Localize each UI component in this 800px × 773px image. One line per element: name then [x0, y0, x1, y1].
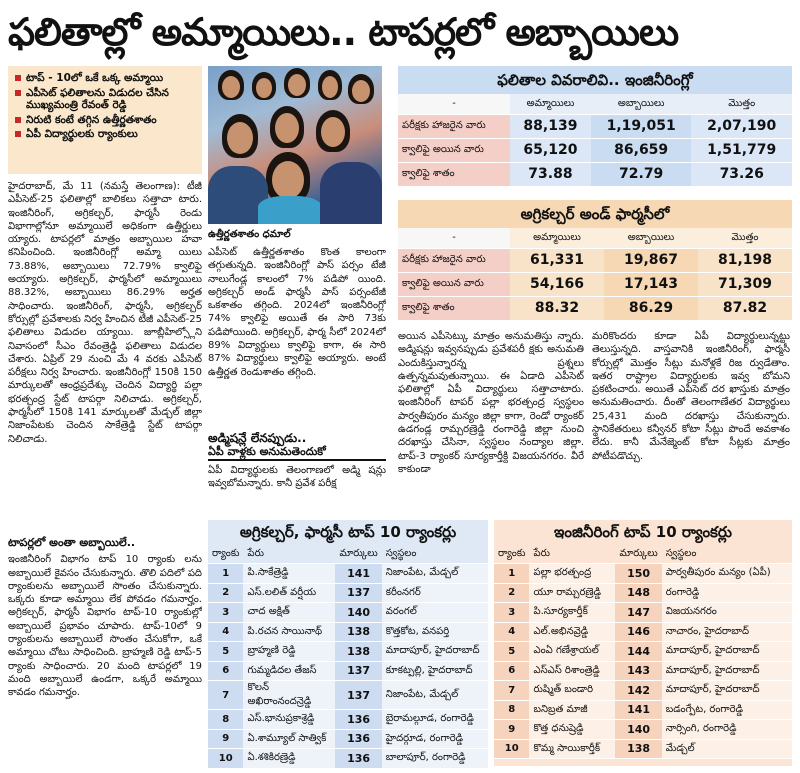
highlights-box	[8, 66, 202, 174]
table-title: అగ్రికల్చర్ అండ్ ఫార్మసీలో	[398, 200, 792, 228]
table-header-cell: పేరు	[529, 544, 615, 564]
topper-name: బనిబ్రత మాజీ	[529, 700, 615, 720]
students-celebration-photo	[208, 66, 382, 224]
table-cell: 81,198	[698, 248, 792, 272]
rank-number: 2	[208, 583, 243, 603]
topper-hometown: నాచారం, హైదరాబాద్	[662, 622, 792, 642]
highlight-text: ఏపీ విద్యార్థులకు ర్యాంకులు	[26, 128, 138, 140]
table-cell: 72.79	[591, 162, 692, 186]
topper-marks: 140	[615, 720, 661, 740]
table-header-cell: అబ్బాయిలు	[604, 228, 698, 248]
highlight-text: టాప్ - 10లో ఒకే ఒక్క అమ్మాయి	[26, 72, 164, 84]
table-header-row	[398, 228, 792, 248]
topper-hometown: మాదాపూర్, హైదరాబాద్	[662, 642, 792, 662]
topper-marks: 136	[335, 710, 381, 730]
topper-name: కొలన్ అఖిరాంనందన్రెడ్డి	[243, 681, 335, 710]
table-row	[494, 622, 792, 642]
table-header-cell: మొత్తం	[698, 228, 792, 248]
table-header-cell: ర్యాంకు	[208, 544, 243, 564]
row-label: క్వాలిఫై శాతం	[398, 162, 510, 186]
topper-name: పి.సాకేత్రెడ్డి	[243, 564, 335, 584]
rank-number: 9	[208, 729, 243, 749]
topper-name: రుష్మిత్ బండారి	[529, 681, 615, 701]
topper-hometown: వరంగల్	[382, 603, 488, 623]
photo-caption: ఉత్తీర్ణతశాతం ధమాల్	[208, 229, 291, 240]
topper-hometown: బడంగ్పేట, రంగారెడ్డి	[662, 700, 792, 720]
topper-hometown: మేడ్చల్	[662, 739, 792, 759]
article-paragraph: ఏపీ విద్యార్థులకు తెలంగాణలో అడ్మి షన్లు ఇవ్వబోమన్నారు. కానీ ప్రవేశ పరీక్ష	[208, 464, 386, 489]
table-title: అగ్రికల్చర్, ఫార్మసీ టాప్ 10 ర్యాంకర్లు	[239, 523, 457, 541]
column-2b-text	[208, 432, 386, 514]
table-header-cell: ర్యాంకు	[494, 544, 529, 564]
table-row	[208, 603, 488, 623]
topper-marks: 150	[615, 564, 661, 584]
topper-name: ఎస్.భానుప్రకాశ్రెడ్డి	[243, 710, 335, 730]
topper-marks: 141	[615, 700, 661, 720]
table-row	[208, 583, 488, 603]
table-cell: 71,309	[698, 272, 792, 296]
agriculture-toppers-table	[208, 520, 488, 766]
topper-hometown: హైదర్గూడ, రంగారెడ్డి	[382, 729, 488, 749]
topper-name: పి.రచన సాయినాథ్	[243, 622, 335, 642]
topper-name: కొమ్మ సాయికార్తీక్	[529, 739, 615, 759]
table-row	[398, 296, 792, 320]
rank-number: 7	[208, 681, 243, 710]
topper-name: ఏ.శశికిరణ్రెడ్డి	[243, 749, 335, 769]
topper-marks: 144	[615, 642, 661, 662]
topper-marks: 138	[335, 642, 381, 662]
rank-number: 3	[494, 603, 529, 623]
table-header-cell: -	[398, 228, 510, 248]
rank-number: 1	[494, 564, 529, 584]
topper-marks: 148	[615, 583, 661, 603]
table-header-cell: పేరు	[243, 544, 335, 564]
topper-name: ఎస్ఎస్ రిశాంత్రెడ్డి	[529, 661, 615, 681]
table-cell: 88,139	[510, 114, 591, 138]
topper-marks: 142	[615, 681, 661, 701]
table-row	[208, 749, 488, 769]
topper-marks: 137	[335, 583, 381, 603]
table-row	[494, 681, 792, 701]
topper-marks: 147	[615, 603, 661, 623]
topper-hometown: విజయనగరం	[662, 603, 792, 623]
sub-heading: అడ్మిషన్లే లేనప్పుడు..	[208, 432, 307, 445]
topper-name: గుమ్మడిదల తేజస్	[243, 661, 335, 681]
table-cell: 1,19,051	[591, 114, 692, 138]
table-header-cell: అమ్మాయిలు	[510, 94, 591, 114]
sub-heading: ఏపీ వాళ్లకు అనుమతెందుకో	[208, 445, 386, 460]
rank-number: 6	[208, 661, 243, 681]
topper-hometown: మాదాపూర్, హైదరాబాద్	[662, 661, 792, 681]
topper-hometown: మాదాపూర్, హైదరాబాద్	[382, 642, 488, 662]
rank-table	[208, 544, 488, 769]
table-row	[398, 114, 792, 138]
table-cell: 61,331	[510, 248, 604, 272]
table-row	[208, 622, 488, 642]
rank-number: 5	[208, 642, 243, 662]
column-2-text	[208, 246, 386, 446]
table-header-cell: స్వస్థలం	[382, 544, 488, 564]
topper-marks: 136	[335, 729, 381, 749]
article-paragraph: అయిన ఎపీసెట్కు మాత్రం అనుమతిస్తు న్నారు. అడ్మిషన్లు ఇవ్వనప్పుడు ప్రవేశపరీ క్షకు అనుమతి ఎందుకిస్తున్నారన్న ప్రశ్నలు ఉత్పన్నమవుతున్నాయి. ఈ ఏడాది ఎపీసెట్ ఫలితాల్లో ఏపీ విద్యార్థులు సత్తాచాటారు. ఇంజినీరింగ్ టాపర్ పల్లా భరత్చంద్ర స్వస్థలం పార్వతీపురం మన్యం జిల్లా కాగా, రెండో ర్యాంకర్ ఉడగండ్ల రామ్చరణ్రెడ్డి రంగారెడ్డి జిల్లా నుంచి దరఖాస్తు చేసినా, స్వస్థలం నంద్యాల జిల్లా. టాప్-3 ర్యాంకర్ సూర్యకార్తీక్ది విజయనగరం. వీరే కాకుండా	[398, 331, 584, 475]
table-cell: 17,143	[604, 272, 698, 296]
table-header-cell: -	[398, 94, 510, 114]
topper-name: ఏ.శామ్యూల్ సాత్విక్	[243, 729, 335, 749]
row-label: క్వాలిఫై అయిన వారు	[398, 138, 510, 162]
topper-hometown: నిజాంపేట, మేడ్చల్	[382, 564, 488, 584]
row-label: క్వాలిఫై అయిన వారు	[398, 272, 510, 296]
bullet-icon	[15, 117, 21, 123]
table-header-cell: అబ్బాయిలు	[591, 94, 692, 114]
table-header-row	[494, 544, 792, 564]
rank-number: 2	[494, 583, 529, 603]
topper-hometown: మాదాపూర్, హైదరాబాద్	[662, 681, 792, 701]
rank-number: 7	[494, 681, 529, 701]
table-title: ఫలితాల వివరాలివి.. ఇంజినీరింగ్లో	[398, 66, 792, 94]
table-cell: 54,166	[510, 272, 604, 296]
table-row	[208, 564, 488, 584]
sub-heading: టాపర్లలో అంతా అబ్బాయిలే..	[8, 536, 136, 549]
topper-marks: 146	[615, 622, 661, 642]
table-row	[398, 162, 792, 186]
rank-number: 10	[494, 739, 529, 759]
rank-number: 3	[208, 603, 243, 623]
headline: ఫలితాల్లో అమ్మాయిలు.. టాపర్లలో అబ్బాయిలు	[8, 10, 679, 54]
engineering-results-table	[398, 66, 792, 187]
topper-marks: 138	[615, 739, 661, 759]
topper-hometown: కూకట్పల్లి, హైదరాబాద్	[382, 661, 488, 681]
bullet-icon	[15, 75, 21, 81]
topper-name: ఎంఏ గణేశ్రాయల్	[529, 642, 615, 662]
topper-marks: 138	[335, 622, 381, 642]
row-label: పరీక్షకు హాజరైన వారు	[398, 114, 510, 138]
topper-name: యూ రామ్చరణ్రెడ్డి	[529, 583, 615, 603]
table-row	[208, 710, 488, 730]
table-cell: 73.26	[691, 162, 792, 186]
rank-number: 4	[494, 622, 529, 642]
topper-marks: 137	[335, 681, 381, 710]
column-3-text	[398, 330, 584, 510]
table-header-cell: స్వస్థలం	[662, 544, 792, 564]
article-paragraph: ఎపీసెట్ ఉత్తీర్ణతశాతం కొంత కాలంగా తగ్గుతున్నది. ఇంజినీరింగ్లో పాస్ పర్సం టేజీ నాలుగేండ్ల కాలంలో 7% పడిపో యింది. అగ్రికల్చర్ అండ్ ఫార్మసీ పాస్ పర్సంటేజీ ఒకశాతం తగ్గింది. 2024లో ఇంజినీరింగ్లో 74% క్వాలిఫై అయితే ఈ సారి 73కు పడిపోయింది. అగ్రికల్చర్, ఫార్మ సీలో 2024లో 89% విద్యార్థులు క్వాలిఫై కాగా, ఈ సారి 87% విద్యార్థులు క్వాలిఫై అయ్యారు. అంటే ఉత్తీర్ణత రెండుశాతం తగ్గింది.	[208, 247, 386, 378]
topper-hometown: కొత్తకోట, వనపర్తి	[382, 622, 488, 642]
article-paragraph: హైదరాబాద్, మే 11 (నమస్తే తెలంగాణ): టీజీ ఎపీసెట్-25 ఫలితాల్లో బాలికలు సత్తాచా టారు. ఇంజినీరింగ్, అగ్రికల్చర్, ఫార్మసీ రెండు విభాగాల్లోనూ అమ్మాయిలే అధికంగా ఉత్తీర్ణులు య్యారు. టాపర్లలో మాత్రం అబ్బాయిల హవా కనిపించింది. ఇంజినీరింగ్లో అమ్మా యిలు 73.88%, అబ్బాయిలు 72.79% క్వాలిఫై అయ్యారు. అగ్రికల్చర్, ఫార్మసీలో అమ్మాయిలు 88.32%, అబ్బాయిలు 86.29% అర్హత సాధించారు. ఇంజినీరింగ్, ఫార్మసీ, అగ్రికల్చర్ కోర్సుల్లో ప్రవేశాలకు నిర్వ హించిన టీజీ ఎపీసెట్-25 ఫలితాలు విడుదల య్యాయి. జూబ్లీహిల్స్లోని నివాసంలో సీఎం రేవంత్రెడ్డి ఫలితాలు విడుదల చేశారు. ఏప్రిల్ 29 నుంచి మే 4 వరకు ఎపీసెట్ పరీక్షలు నిర్వ హించారు. ఇంజినీరింగ్లో 150కి 150 మార్కులతో ఆంధ్రప్రదేశ్కు చెందిన విద్యార్థి పల్లా భరత్చంద్ర స్టేట్ టాపర్గా నిలిచాడు. అగ్రికల్చర్, ఫార్మసీలో 150కి 141 మార్కులతో మేడ్చల్ జిల్లా నిజాంపేటకు చెందిన సాకేత్రెడ్డి స్టేట్ టాపర్గా నిలిచాడు.	[8, 181, 202, 445]
rank-number: 9	[494, 720, 529, 740]
topper-hometown: కరీంనగర్	[382, 583, 488, 603]
highlight-item	[14, 128, 196, 141]
table-row	[494, 720, 792, 740]
table-row	[208, 681, 488, 710]
table-row	[494, 700, 792, 720]
highlight-item	[14, 72, 196, 85]
topper-marks: 137	[335, 661, 381, 681]
bullet-icon	[15, 131, 21, 137]
rank-number: 8	[208, 710, 243, 730]
topper-hometown: నార్సింగి, రంగారెడ్డి	[662, 720, 792, 740]
topper-hometown: రంగారెడ్డి	[662, 583, 792, 603]
topper-name: చాద అక్షిత్	[243, 603, 335, 623]
table-title: ఇంజినీరింగ్ టాప్ 10 ర్యాంకర్లు	[554, 523, 732, 541]
article-paragraph: ఇంజినీరింగ్ విభాగం టాప్ 10 ర్యాంకు లను అబ్బాయిలే కైవసం చేసుకున్నారు. తొలి పదిలో పది ర్యాంకులను అబ్బాయిలే సొంతం చేసుకున్నారు. ఒక్కరు కూడా అమ్మాయి లేక పోవడం గమనార్హం. అగ్రికల్చర్, ఫార్మసీ విభాగం టాప్-10 ర్యాంకుల్లో అబ్బాయిలే ప్రభావం చూపారు. టాప్-10లో 9 ర్యాంకులను అబ్బాయిలే సొంతం చేసుకోగా, ఒకే అమ్మాయి చోటు సాధించింది. బ్రాహ్మణి రెడ్డి టాప్-5 ర్యాంకు సాధించారు. 20 మంది టాపర్లలో 19 మంది అబ్బాయిలే ఉండగా, ఒక్కరే అమ్మాయి కావడం గమనార్హం.	[8, 554, 202, 699]
table-row	[494, 642, 792, 662]
table-header-row	[398, 94, 792, 114]
column-1-text	[8, 180, 202, 530]
engineering-toppers-table	[494, 520, 792, 766]
row-label: క్వాలిఫై శాతం	[398, 296, 510, 320]
topper-marks: 141	[335, 564, 381, 584]
topper-marks: 143	[615, 661, 661, 681]
table-cell: 87.82	[698, 296, 792, 320]
table-header-row	[208, 544, 488, 564]
row-label: పరీక్షకు హాజరైన వారు	[398, 248, 510, 272]
table-cell: 88.32	[510, 296, 604, 320]
table-header-cell: మార్కులు	[335, 544, 381, 564]
agriculture-results-table	[398, 200, 792, 321]
column-4-text	[592, 330, 790, 510]
highlight-item	[14, 114, 196, 127]
topper-marks: 136	[335, 749, 381, 769]
table-cell: 1,51,779	[691, 138, 792, 162]
table-row	[398, 138, 792, 162]
table-row	[494, 583, 792, 603]
topper-hometown: నిజాంపేట, మేడ్చల్	[382, 681, 488, 710]
table-row	[398, 248, 792, 272]
table-cell: 86.29	[604, 296, 698, 320]
rank-number: 4	[208, 622, 243, 642]
highlight-text: ఎపీసెట్ ఫలితాలను విడుదల చేసిన ముఖ్యమంత్రి రేవంత్ రెడ్డి	[26, 86, 169, 111]
table-row	[494, 739, 792, 759]
topper-name: కొత్త ధనుష్రెడ్డి	[529, 720, 615, 740]
table-cell: 65,120	[510, 138, 591, 162]
table-row	[208, 729, 488, 749]
table-cell: 73.88	[510, 162, 591, 186]
column-1b-text	[8, 536, 202, 766]
topper-marks: 140	[335, 603, 381, 623]
table-header-cell: అమ్మాయిలు	[510, 228, 604, 248]
highlight-text: నిరుటి కంటే తగ్గిన ఉత్తీర్ణతశాతం	[26, 113, 157, 126]
rank-number: 6	[494, 661, 529, 681]
table-cell: 2,07,190	[691, 114, 792, 138]
bullet-icon	[15, 90, 21, 96]
topper-name: పి.సూర్యకార్తీక్	[529, 603, 615, 623]
table-row	[208, 642, 488, 662]
table-header-cell: మార్కులు	[615, 544, 661, 564]
table-cell: 19,867	[604, 248, 698, 272]
rank-number: 5	[494, 642, 529, 662]
table-row	[398, 272, 792, 296]
topper-name: బ్రాహ్మణి రెడ్డి	[243, 642, 335, 662]
table-cell: 86,659	[591, 138, 692, 162]
topper-hometown: పార్వతీపురం మన్యం (ఏపీ)	[662, 564, 792, 584]
topper-name: ఎస్.లలిత్ వర్షీయ	[243, 583, 335, 603]
rank-number: 1	[208, 564, 243, 584]
rank-number: 8	[494, 700, 529, 720]
article-paragraph: మరికొందరు కూడా ఏపీ విద్యార్థులున్నట్టు తెలుస్తున్నది. వాస్తవానికి ఇంజినీరింగ్, ఫార్మసీ కోర్సుల్లో మొత్తం సీట్లు మనోళ్లకే రిజ ర్వుడేతాం. ఇతర రాష్ట్రాల విద్యార్థులకు ఇవ్వ బోమని ప్రకటించారు. అయితే ఎపీసెట్ దర ఖాస్తుకు మాత్రం అనుమతించారు. దీంతో తెలంగాణేతర విద్యార్థులు 25,431 మంది దరఖాస్తు చేసుకున్నారు. స్థానికేతరులు కన్వీనర్ కోటా సీట్లు పొందే అవకాశం లేదు. కానీ మేనేజ్మెంట్ కోటా సీట్లకు మాత్రం పోటీపడొచ్చు.	[592, 331, 790, 462]
highlight-item	[14, 87, 196, 112]
topper-hometown: బైరామల్గూడ, రంగారెడ్డి	[382, 710, 488, 730]
table-row	[494, 661, 792, 681]
table-row	[494, 603, 792, 623]
table-header-cell: మొత్తం	[691, 94, 792, 114]
table-row	[494, 564, 792, 584]
topper-name: పల్లా భరత్చంద్ర	[529, 564, 615, 584]
rank-number: 10	[208, 749, 243, 769]
table-row	[208, 661, 488, 681]
topper-hometown: బాలాపూర్, రంగారెడ్డి	[382, 749, 488, 769]
topper-name: ఎల్.అభినవ్రెడ్డి	[529, 622, 615, 642]
rank-table	[494, 544, 792, 759]
